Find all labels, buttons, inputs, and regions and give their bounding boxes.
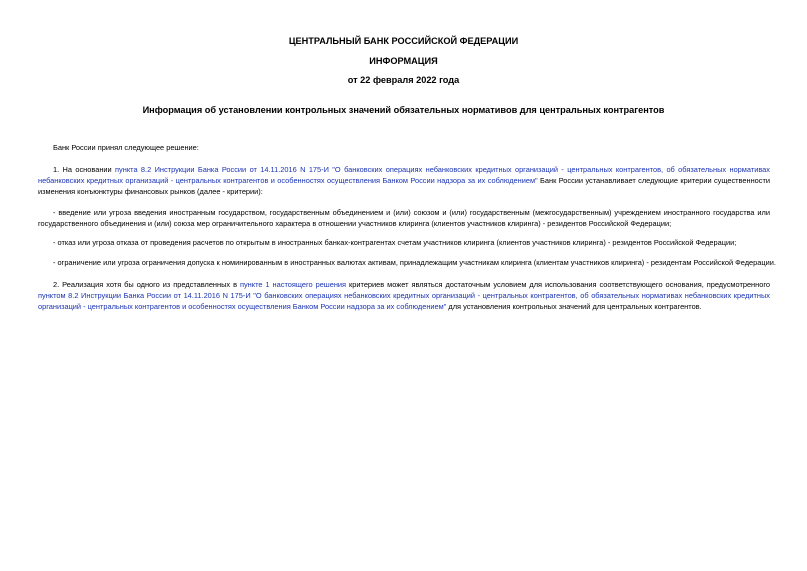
paragraph-2: [38, 280, 770, 312]
paragraph-1-start: 1. На основании: [53, 165, 116, 174]
criterion-2: - отказ или угроза отказа от проведения расчетов по открытым в иностранных банках-контрагентах счетам участников клиринга (клиентов участников клиринга) - резидентов Российской Федерации;: [53, 238, 737, 247]
criterion-3: - ограничение или угроза ограничения допуска к номинированным в иностранных валютах активам, принадлежащим участникам клиринга (клиентам участников клиринга) - резидентам Российской Федерации.: [53, 258, 776, 267]
instruction-175i-link[interactable]: пункта 8.2 Инструкции Банка России от 14.11.2016 N 175-И "О банковских операциях небанковских кредитных организаций - центральных контрагентов, об обязательных нормативах небанковских кредитных организаций - центральных контрагентов и особенностях осуществления Банком России надзора за их соблюдением": [38, 165, 770, 185]
document-type: ИНФОРМАЦИЯ: [369, 56, 438, 66]
paragraph-1: [38, 165, 770, 197]
document-title: Информация об установлении контрольных значений обязательных нормативов для центральных контрагентов: [142, 105, 665, 115]
clause-1-link[interactable]: пункте 1 настоящего решения: [239, 280, 347, 289]
paragraph-1-end: Банк России устанавливает следующие критерии существенности изменения конъюнктуры финансовых рынков (далее - критерии):: [38, 175, 770, 196]
paragraph-2-end: для установления контрольных значений для центральных контрагентов.: [446, 301, 702, 311]
paragraph-2-start: 2. Реализация хотя бы одного из представленных в: [53, 280, 240, 289]
issuer-name: ЦЕНТРАЛЬНЫЙ БАНК РОССИЙСКОЙ ФЕДЕРАЦИИ: [288, 36, 519, 46]
intro-paragraph: Банк России принял следующее решение:: [53, 143, 199, 152]
instruction-175i-clause-link[interactable]: пунктом 8.2 Инструкции Банка России от 14.11.2016 N 175-И "О банковских операциях небанковских кредитных организаций - центральных контрагентов, об обязательных нормативах небанковских кредитных организаций - центральных контрагентов и особенностях осуществления Банком России надзора за их соблюдением": [38, 290, 770, 311]
paragraph-2-mid: критериев может являться достаточным условием для использования соответствующего основания, предусмотренного: [346, 280, 770, 289]
criterion-1: - введение или угроза введения иностранным государством, государственным объединением и (или) союзом и (или) государственным (межгосударственным) учреждением иностранного государства или государственного объединения и (или) союза мер ограничительного характера в отношении участников клиринга (клиентов участников клиринга) - резидентов Российской Федерации;: [38, 208, 770, 228]
document-date: от 22 февраля 2022 года: [347, 75, 460, 85]
